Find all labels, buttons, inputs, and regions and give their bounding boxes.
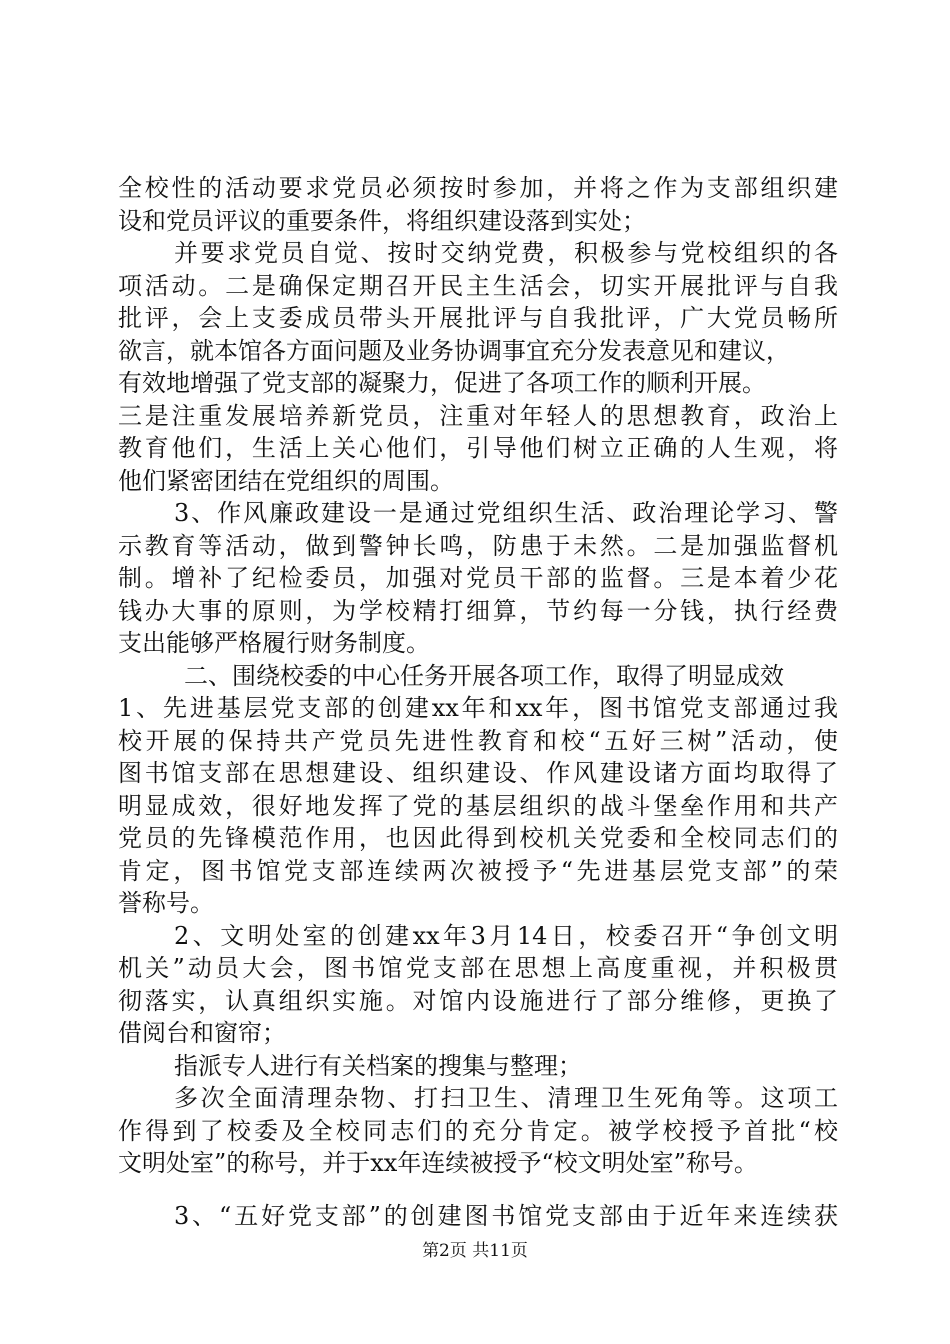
text-line: 图书馆支部在思想建设、组织建设、作风建设诸方面均取得了 <box>118 759 838 787</box>
text-line: 作得到了校委及全校同志们的充分肯定。被学校授予首批“校 <box>118 1116 838 1145</box>
text-line: 示教育等活动，做到警钟长鸣，防患于未然。二是加强监督机 <box>118 531 838 560</box>
page-number-footer: 第2页 共11页 <box>422 1241 528 1261</box>
text-line: 借阅台和窗帘； <box>118 1019 286 1047</box>
section-heading: 二、围绕校委的中心任务开展各项工作，取得了明显成效 <box>184 661 784 690</box>
text-line: 钱办大事的原则，为学校精打细算，节约每一分钱，执行经费 <box>118 596 838 625</box>
text-line: 支出能够严格履行财务制度。 <box>118 629 430 657</box>
text-line: 明显成效，很好地发挥了党的基层组织的战斗堡垒作用和共产 <box>118 791 838 820</box>
text-line: 2、文明处室的创建xx年3月14日，校委召开“争创文明 <box>174 921 838 950</box>
text-line: 教育他们，生活上关心他们，引导他们树立正确的人生观，将 <box>118 434 838 462</box>
text-line: 机关”动员大会，图书馆党支部在思想上高度重视，并积极贯 <box>118 954 838 982</box>
text-line: 并要求党员自觉、按时交纳党费，积极参与党校组织的各 <box>174 239 838 267</box>
text-line: 3、“五好党支部”的创建图书馆党支部由于近年来连续获 <box>174 1201 838 1230</box>
text-line: 3、作风廉政建设一是通过党组织生活、政治理论学习、警 <box>174 499 838 527</box>
text-line: 1、先进基层党支部的创建xx年和xx年，图书馆党支部通过我 <box>118 694 838 722</box>
text-line: 制。增补了纪检委员，加强对党员干部的监督。三是本着少花 <box>118 564 838 592</box>
text-line: 全校性的活动要求党员必须按时参加，并将之作为支部组织建 <box>118 174 838 202</box>
text-line: 誉称号。 <box>118 889 214 917</box>
text-line: 肯定，图书馆党支部连续两次被授予“先进基层党支部”的荣 <box>118 856 838 885</box>
text-line: 项活动。二是确保定期召开民主生活会，切实开展批评与自我 <box>118 271 838 300</box>
text-line: 指派专人进行有关档案的搜集与整理； <box>174 1051 582 1080</box>
text-line: 三是注重发展培养新党员，注重对年轻人的思想教育，政治上 <box>118 401 838 430</box>
text-line: 有效地增强了党支部的凝聚力，促进了各项工作的顺利开展。 <box>118 369 766 397</box>
text-line: 校开展的保持共产党员先进性教育和校“五好三树”活动，使 <box>118 726 838 755</box>
text-line: 设和党员评议的重要条件，将组织建设落到实处； <box>118 206 646 235</box>
text-line: 批评，会上支委成员带头开展批评与自我批评，广大党员畅所 <box>118 304 838 332</box>
text-line: 党员的先锋模范作用，也因此得到校机关党委和全校同志们的 <box>118 824 838 852</box>
document-body <box>118 172 838 1232</box>
text-line: 彻落实，认真组织实施。对馆内设施进行了部分维修，更换了 <box>118 986 838 1015</box>
text-line: 欲言，就本馆各方面问题及业务协调事宜充分发表意见和建议， <box>118 336 790 365</box>
text-line: 多次全面清理杂物、打扫卫生、清理卫生死角等。这项工 <box>174 1084 838 1112</box>
text-line: 文明处室”的称号，并于xx年连续被授予“校文明处室”称号。 <box>118 1149 758 1177</box>
text-line: 他们紧密团结在党组织的周围。 <box>118 466 454 495</box>
paragraph-gap <box>118 1180 838 1200</box>
